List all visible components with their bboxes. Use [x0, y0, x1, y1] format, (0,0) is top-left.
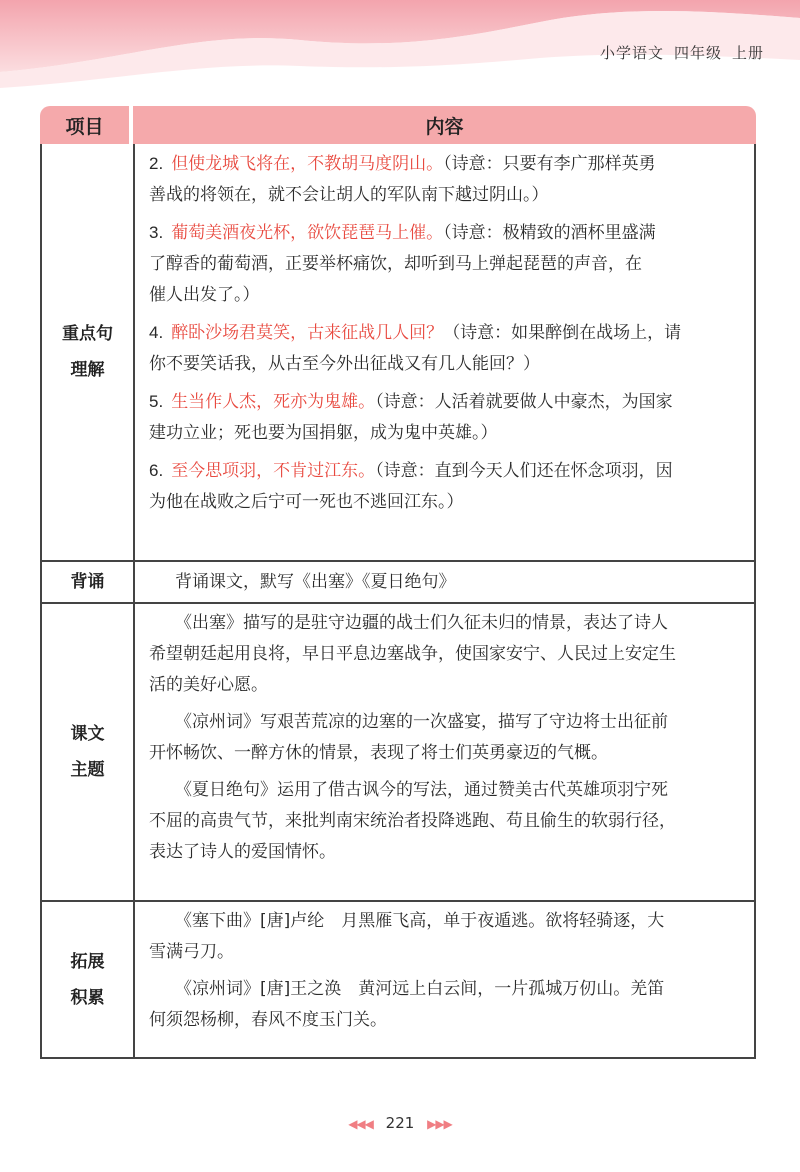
summary-table: [40, 106, 756, 1059]
sentence-item: 6. 至今思项羽，不肯过江东。（诗意：直到今天人们还在怀念项羽，因 为他在战败之后宁可一死也不逃回江东。）: [149, 461, 673, 512]
table-row-extension: [40, 902, 756, 1059]
table-row-theme: [40, 604, 756, 902]
table-header: [40, 106, 756, 144]
row-label-theme: 课文 主题: [42, 604, 135, 900]
book-header: [590, 42, 764, 63]
sentence-item: 4. 醉卧沙场君莫笑，古来征战几人回？（诗意：如果醉倒在战场上，请 你不要笑话我，从古至今外出征战又有几人能回？）: [149, 323, 682, 374]
sentence-item: 5. 生当作人杰，死亦为鬼雄。（诗意：人活着就要做人中豪杰，为国家 建功立业；死也要为国捐躯，成为鬼中英雄。）: [149, 392, 673, 443]
header-volume: 上册: [731, 44, 764, 62]
right-arrows-icon: ▶▶▶: [427, 1117, 452, 1131]
column-header-item: 项目: [40, 106, 129, 144]
header-grade: 四年级: [673, 44, 722, 62]
header-subject: 小学语文: [599, 44, 664, 62]
row-content-theme: 《出塞》描写的是驻守边疆的战士们久征未归的情景，表达了诗人 希望朝廷起用良将，早日平息边塞战争，使国家安宁、人民过上安定生 活的美好心愿。 《凉州词》写艰苦荒凉的边塞的一次盛宴，描写了守边将士出征前 开怀畅饮、一醉方休的情景，表现了将士们英勇豪迈的气概。 《夏日绝句》运用了借古讽今的写法，通过赞美古代英雄项羽宁死 不屈的高贵气节，来批判南宋统治者投降逃跑、苟且偷生的软弱行径， 表达了诗人的爱国情怀。: [149, 613, 676, 862]
row-label-recite: 背诵: [42, 562, 135, 602]
table-row-key-sentences: [40, 144, 756, 562]
left-arrows-icon: ◀◀◀: [348, 1117, 373, 1131]
row-label-extension: 拓展 积累: [42, 902, 135, 1057]
row-content-extension: 《塞下曲》[唐]卢纶 月黑雁飞高，单于夜遁逃。欲将轻骑逐，大 雪满弓刀。 《凉州词》[唐]王之涣 黄河远上白云间，一片孤城万仞山。羌笛 何须怨杨柳，春风不度玉门关。: [149, 911, 665, 1030]
row-label-key-sentences: 重点句 理解: [42, 144, 135, 560]
row-content-key-sentences: [135, 144, 754, 518]
column-header-content: 内容: [133, 106, 756, 144]
page-number: ◀◀◀ 221 ▶▶▶: [348, 1114, 452, 1132]
table-row-recite: [40, 562, 756, 604]
row-content-recite: 背诵课文，默写《出塞》《夏日绝句》: [175, 572, 456, 592]
sentence-item: 2. 但使龙城飞将在，不教胡马度阴山。（诗意：只要有李广那样英勇 善战的将领在，就不会让胡人的军队南下越过阴山。）: [149, 154, 656, 205]
sentence-item: 3. 葡萄美酒夜光杯，欲饮琵琶马上催。（诗意：极精致的酒杯里盛满 了醇香的葡萄酒，正要举杯痛饮，却听到马上弹起琵琶的声音，在 催人出发了。）: [149, 223, 656, 305]
